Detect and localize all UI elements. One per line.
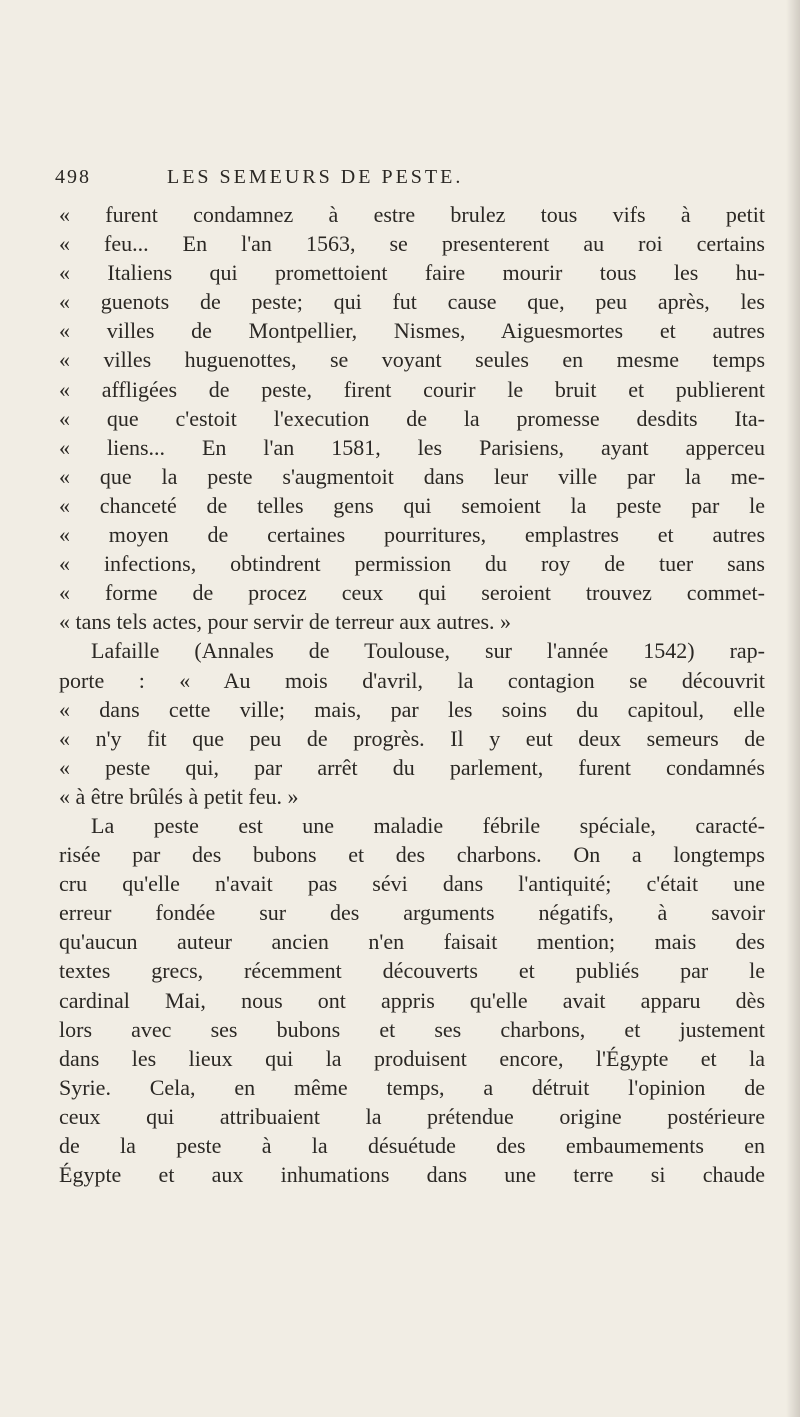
text-line: cardinal Mai, nous ont appris qu'elle avait apparu dès (59, 987, 765, 1013)
text-line: « villes de Montpellier, Nismes, Aiguesmortes et autres (59, 318, 765, 344)
text-line: Égypte et aux inhumations dans une terre si chaude (59, 1162, 765, 1188)
text-line: Lafaille (Annales de Toulouse, sur l'année 1542) rap- (91, 638, 765, 664)
text-line: « n'y fit que peu de progrès. Il y eut deux semeurs de (59, 725, 765, 751)
text-line: « à être brûlés à petit feu. » (59, 783, 299, 809)
text-line: « Italiens qui promettoient faire mourir tous les hu- (59, 260, 765, 286)
text-line: dans les lieux qui la produisent encore, l'Égypte et la (59, 1045, 765, 1071)
text-line: qu'aucun auteur ancien n'en faisait mention; mais des (59, 929, 765, 955)
page-edge-shadow (786, 0, 800, 1417)
text-line: « villes huguenottes, se voyant seules en mesme temps (59, 347, 765, 373)
text-line: textes grecs, récemment découverts et publiés par le (59, 958, 765, 984)
text-line: lors avec ses bubons et ses charbons, et justement (59, 1016, 765, 1042)
text-line: « affligées de peste, firent courir le bruit et publierent (59, 376, 765, 402)
text-line: Syrie. Cela, en même temps, a détruit l'opinion de (59, 1074, 765, 1100)
text-line: « que c'estoit l'execution de la promesse desdits Ita- (59, 405, 765, 431)
body-text (55, 200, 765, 1189)
text-line: « moyen de certaines pourritures, emplastres et autres (59, 522, 765, 548)
text-line: cru qu'elle n'avait pas sévi dans l'antiquité; c'était une (59, 871, 765, 897)
text-line: « que la peste s'augmentoit dans leur ville par la me- (59, 463, 765, 489)
text-line: « liens... En l'an 1581, les Parisiens, ayant apperceu (59, 434, 765, 460)
text-line: « dans cette ville; mais, par les soins du capitoul, elle (59, 696, 765, 722)
text-line: La peste est une maladie fébrile spéciale, caracté- (91, 812, 765, 838)
text-line: « chanceté de telles gens qui semoient la peste par le (59, 492, 765, 518)
running-title: LES SEMEURS DE PESTE. (167, 166, 464, 188)
text-line: de la peste à la désuétude des embaumements en (59, 1133, 765, 1158)
text-line: porte : « Au mois d'avril, la contagion se découvrit (59, 667, 765, 693)
text-line: « infections, obtindrent permission du roy de tuer sans (59, 551, 765, 577)
text-line: risée par des bubons et des charbons. On a longtemps (59, 842, 765, 868)
text-line: « guenots de peste; qui fut cause que, peu après, les (59, 289, 765, 315)
text-line: erreur fondée sur des arguments négatifs, à savoir (59, 900, 765, 926)
page-header (55, 166, 755, 194)
text-line: « feu... En l'an 1563, se presenterent au roi certains (59, 231, 765, 257)
text-line: « forme de procez ceux qui seroient trouvez commet- (59, 580, 765, 606)
text-line: « tans tels actes, pour servir de terreur aux autres. » (59, 609, 512, 635)
page-number: 498 (55, 166, 91, 188)
text-line: « furent condamnez à estre brulez tous vifs à petit (59, 202, 765, 227)
text-line: ceux qui attribuaient la prétendue origine postérieure (59, 1103, 765, 1129)
text-line: « peste qui, par arrêt du parlement, furent condamnés (59, 754, 765, 780)
